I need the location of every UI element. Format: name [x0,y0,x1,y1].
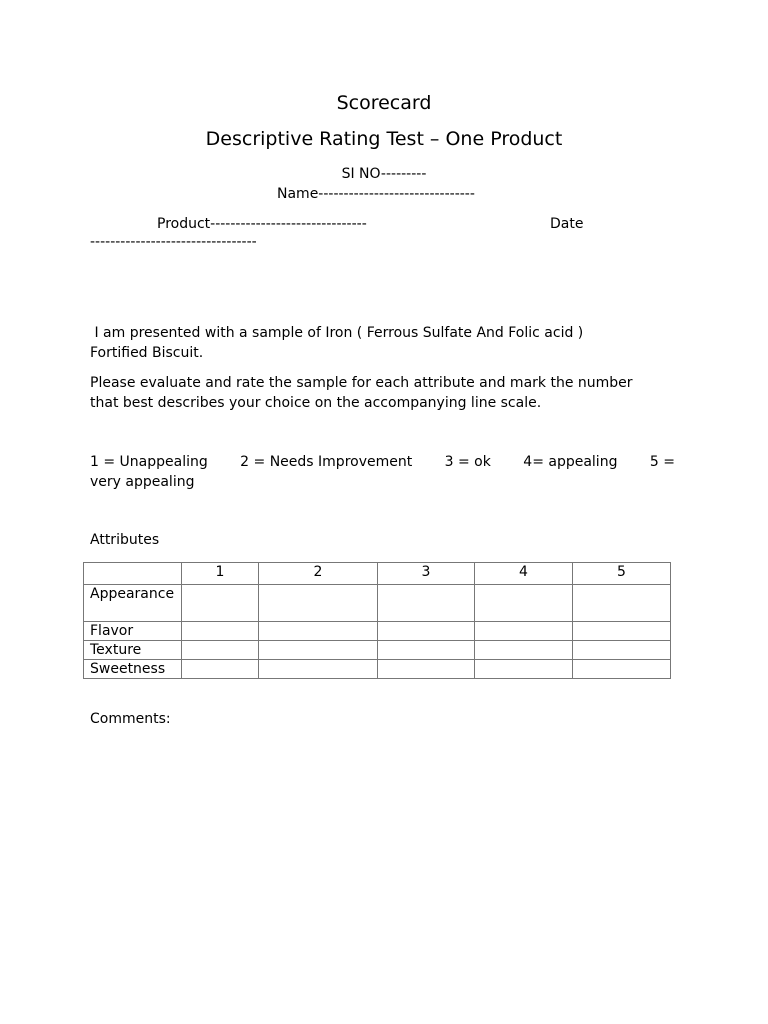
header-cell-1: 1 [182,563,259,585]
intro-line-2: Fortified Biscuit. [90,345,204,361]
intro-line-1: I am presented with a sample of Iron ( Ferrous Sulfate And Folic acid ) [90,325,584,341]
date-field-line: --------------------------------- [90,234,257,250]
table-header-row [84,563,671,585]
intro-paragraph [90,323,690,363]
rating-scale-legend [90,452,690,492]
instructions-paragraph [90,373,690,413]
rating-cell[interactable] [573,641,671,660]
scale-item-5: 5 = [649,454,675,470]
rating-cell[interactable] [259,660,378,679]
scale-item-4: 4= appealing [523,454,618,470]
page-subtitle: Descriptive Rating Test – One Product [205,128,563,150]
rating-cell[interactable] [475,585,573,622]
table-row [84,660,671,679]
attributes-heading: Attributes [90,532,160,548]
rating-cell[interactable] [573,585,671,622]
rating-cell[interactable] [475,622,573,641]
header-cell-attribute [84,563,182,585]
attribute-cell: Texture [84,641,182,660]
name-field: Name------------------------------- [277,186,475,202]
rating-cell[interactable] [259,585,378,622]
rating-cell[interactable] [475,641,573,660]
comments-label: Comments: [90,711,171,727]
attribute-cell: Flavor [84,622,182,641]
rating-cell[interactable] [259,641,378,660]
scale-item-3: 3 = ok [444,454,491,470]
header-cell-4: 4 [475,563,573,585]
header-cell-3: 3 [378,563,475,585]
table-row [84,641,671,660]
scale-item-2: 2 = Needs Improvement [240,454,413,470]
rating-cell[interactable] [378,622,475,641]
header-cell-5: 5 [573,563,671,585]
attribute-cell: Appearance [84,585,182,622]
rating-cell[interactable] [182,622,259,641]
instructions-line-2: that best describes your choice on the accompanying line scale. [90,395,542,411]
scale-item-1: 1 = Unappealing [90,454,208,470]
table-row [84,622,671,641]
date-label: Date [550,216,584,232]
rating-cell[interactable] [378,660,475,679]
rating-cell[interactable] [378,641,475,660]
rating-cell[interactable] [475,660,573,679]
rating-cell[interactable] [182,585,259,622]
rating-cell[interactable] [182,660,259,679]
rating-cell[interactable] [378,585,475,622]
attribute-cell: Sweetness [84,660,182,679]
rating-cell[interactable] [259,622,378,641]
serial-number-field: SI NO--------- [341,166,427,182]
instructions-line-1: Please evaluate and rate the sample for each attribute and mark the number [90,375,633,391]
rating-cell[interactable] [573,660,671,679]
page-title: Scorecard [336,92,432,114]
table-row [84,585,671,622]
rating-cell[interactable] [573,622,671,641]
scale-row [90,452,675,472]
scale-item-5-tail: very appealing [90,474,195,490]
product-field: Product------------------------------- [157,216,367,232]
rating-cell[interactable] [182,641,259,660]
rating-table [83,562,671,679]
header-cell-2: 2 [259,563,378,585]
